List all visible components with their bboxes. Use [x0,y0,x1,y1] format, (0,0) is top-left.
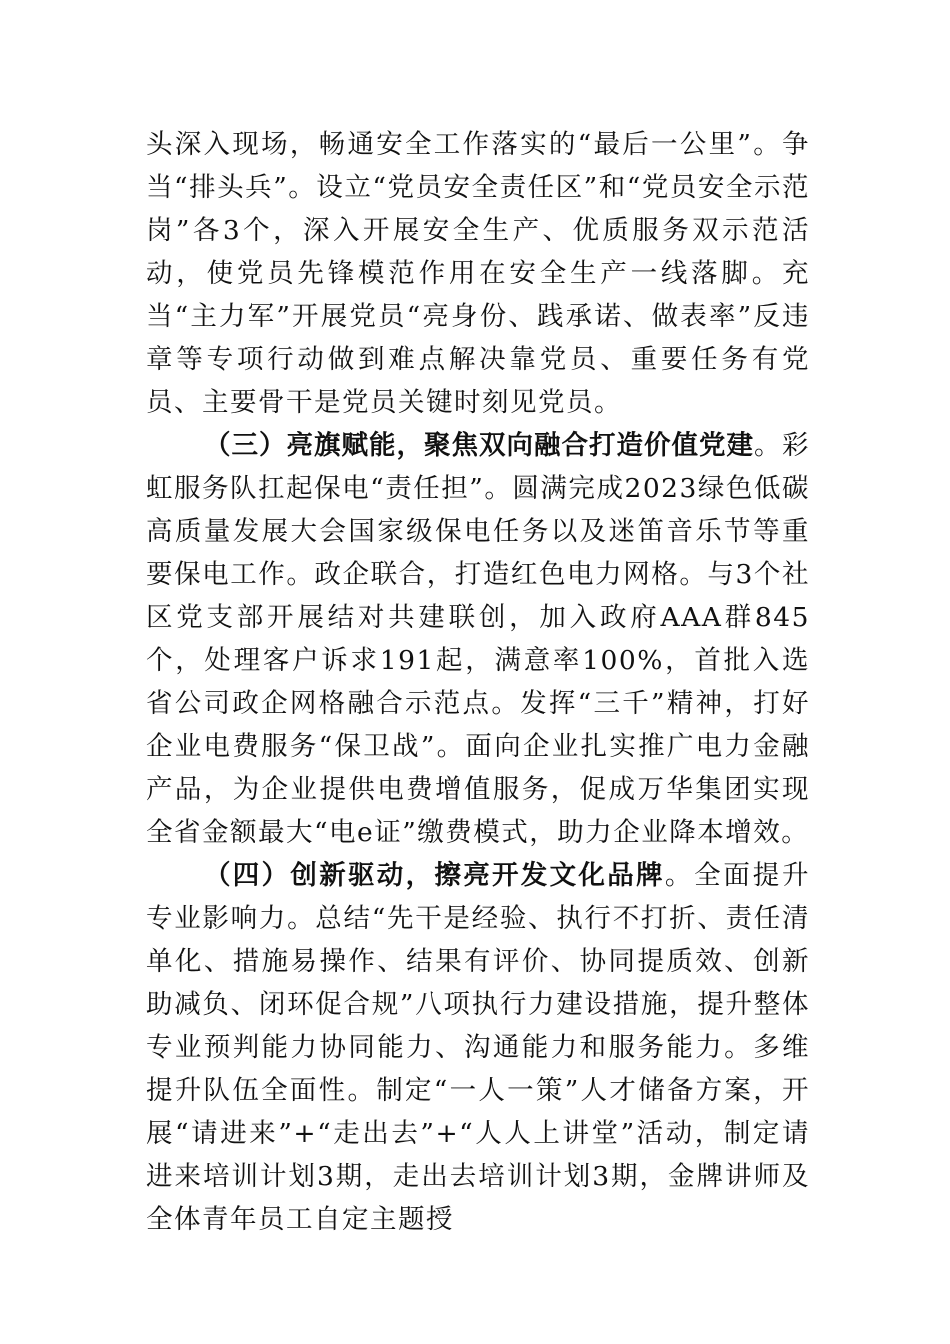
paragraph-2 [146,424,810,854]
section-heading-4: （四）创新驱动，擦亮开发文化品牌 [204,860,665,891]
document-body [146,123,810,1241]
paragraph-2-text: 。彩虹服务队扛起保电“责任担”。圆满完成2023绿色低碳高质量发展大会国家级保电任务以及迷笛音乐节等重要保电工作。政企联合，打造红色电力网格。与3个社区党支部开展结对共建联创，加入政府AAA群845个，处理客户诉求191起，满意率100%，首批入选省公司政企网格融合示范点。发挥“三千”精神，打好企业电费服务“保卫战”。面向企业扎实推广电力金融产品，为企业提供电费增值服务，促成万华集团实现全省金额最大“电e证”缴费模式，助力企业降本增效。 [146,430,810,848]
paragraph-1-text: 头深入现场，畅通安全工作落实的“最后一公里”。争当“排头兵”。设立“党员安全责任区”和“党员安全示范岗”各3个，深入开展安全生产、优质服务双示范活动，使党员先锋模范作用在安全生产一线落脚。充当“主力军”开展党员“亮身份、践承诺、做表率”反违章等专项行动做到难点解决靠党员、重要任务有党员、主要骨干是党员关键时刻见党员。 [146,129,810,418]
section-heading-3: （三）亮旗赋能，聚焦双向融合打造价值党建 [204,430,754,461]
paragraph-3-text: 。全面提升专业影响力。总结“先干是经验、执行不打折、责任清单化、措施易操作、结果有评价、协同提质效、创新助减负、闭环促合规”八项执行力建设措施，提升整体专业预判能力协同能力、沟通能力和服务能力。多维提升队伍全面性。制定“一人一策”人才储备方案，开展“请进来”+“走出去”+“人人上讲堂”活动，制定请进来培训计划3期，走出去培训计划3期，金牌讲师及全体青年员工自定主题授 [146,860,811,1235]
paragraph-3 [146,854,810,1241]
paragraph-1 [146,123,810,424]
